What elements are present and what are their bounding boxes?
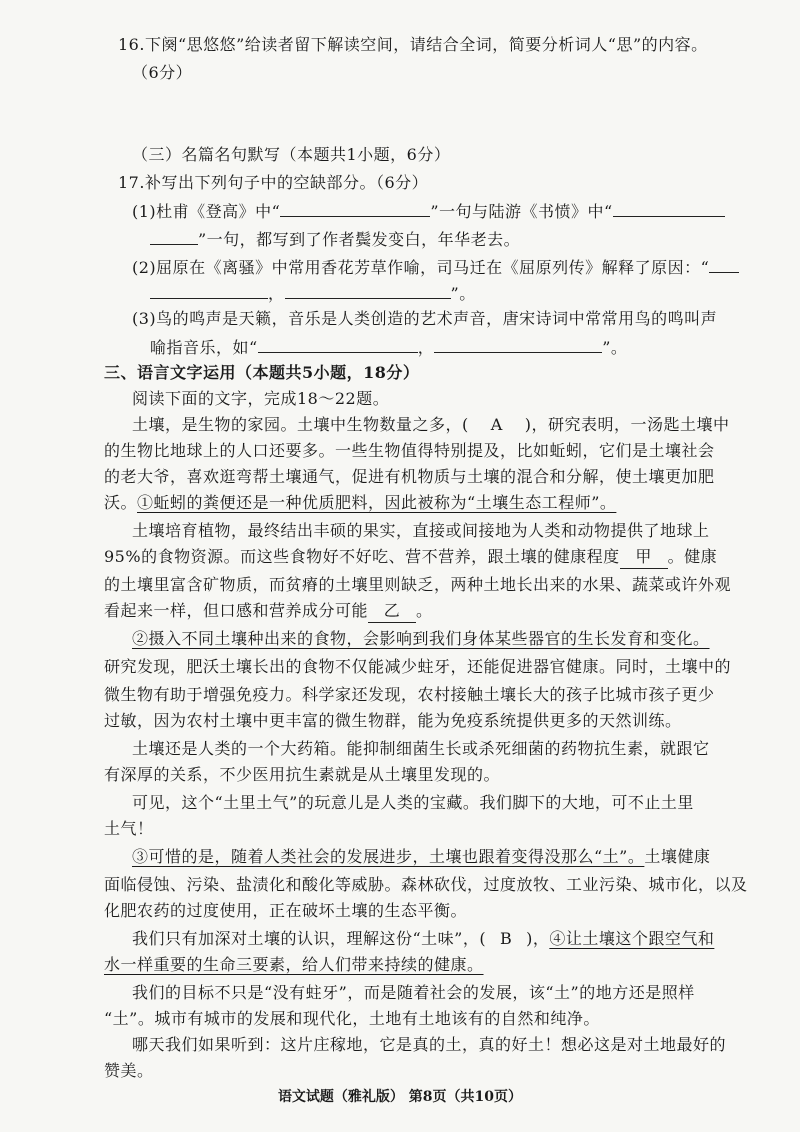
- q17-item1-line2: [150, 228, 520, 251]
- passage-p2-l2: [104, 546, 717, 569]
- passage-p5-l1: 可见，这个“土里土气”的玩意儿是人类的宝藏。我们脚下的大地，可不止土里: [132, 793, 694, 812]
- answer-blank-6[interactable]: [434, 336, 602, 353]
- q17-item1-text-c: ”一句，都写到了作者鬓发变白，年华老去。: [198, 230, 521, 249]
- passage-p6-l2: 面临侵蚀、污染、盐渍化和酸化等威胁。森林砍伐，过度放牧、工业污染、城市化，以及: [104, 875, 748, 894]
- passage-p2-l3: 的土壤里富含矿物质，而贫瘠的土壤里则缺乏，两种土地长出来的水果、蔬菜或许外观: [104, 575, 732, 594]
- q17-item2-line1: [132, 256, 739, 279]
- passage-p9-l1: 哪天我们如果听到：这片庄稼地，它是真的土，真的好土！想必这是对土地最好的: [132, 1035, 727, 1054]
- passage-p3-l2: 研究发现，肥沃土壤长出的食物不仅能减少蛀牙，还能促进器官健康。同时，土壤中的: [104, 657, 732, 676]
- passage-p8-l1: 我们的目标不只是“没有蛀牙”，而是随着社会的发展，该“土”的地方还是照样: [132, 983, 695, 1002]
- answer-blank-1[interactable]: [280, 200, 430, 217]
- underlined-sentence-4: ④让土壤这个跟空气和: [549, 929, 715, 948]
- passage-p8-l2: “土”。城市有城市的发展和现代化，土地有土地该有的自然和纯净。: [104, 1009, 600, 1028]
- q17-item3-line1: (3)鸟的鸣声是天籁，音乐是人类创造的艺术声音，唐宋诗词中常常用鸟的鸣叫声: [132, 309, 718, 328]
- q17-title: 17.补写出下列句子中的空缺部分。（6分）: [118, 173, 429, 192]
- passage-p1-l2: 的生物比地球上的人口还要多。一些生物值得特别提及，比如蚯蚓，它们是土壤社会: [104, 441, 715, 460]
- answer-blank-3[interactable]: [709, 256, 739, 273]
- section-language-heading: 三、语言文字运用（本题共5小题，18分）: [104, 363, 420, 382]
- answer-blank-4[interactable]: [285, 282, 451, 299]
- answer-blank-2[interactable]: [613, 200, 725, 217]
- q17-item2-text-b: ，: [268, 284, 285, 303]
- q16-text: 16.下阕“思悠悠”给读者留下解读空间，请结合全词，简要分析词人“思”的内容。: [118, 35, 708, 54]
- blank-jia[interactable]: 甲: [620, 546, 668, 569]
- q17-item3-line2: [150, 336, 627, 359]
- passage-text: 土壤，是生物的家园。土壤中生物数量之多，(: [132, 415, 469, 434]
- passage-p3-l3: 微生物有助于增强免疫力。科学家还发现，农村接触土壤长大的孩子比城市孩子更少: [104, 685, 715, 704]
- passage-p2-l1: 土壤培育植物，最终结出丰硕的果实，直接或间接地为人类和动物提供了地球上: [132, 521, 710, 540]
- q17-item3-text-d: ”。: [602, 338, 628, 357]
- q16-score: （6分）: [132, 63, 193, 82]
- q17-item2-text-a: (2)屈原在《离骚》中常用香花芳草作喻，司马迁在《屈原列传》解释了原因：“: [132, 258, 710, 277]
- q17-item3-text-b: 喻指音乐，如“: [150, 338, 258, 357]
- passage-p3-l4: 过敏，因为农村土壤中更丰富的微生物群，能为免疫系统提供更多的天然训练。: [104, 711, 682, 730]
- underlined-sentence-3: ③可惜的是，随着人类社会的发展进步，土壤也跟着变得没那么“土”。: [132, 847, 645, 866]
- passage-p5-l2: 土气！: [104, 819, 154, 838]
- blank-B[interactable]: B: [499, 929, 513, 948]
- answer-blank-5[interactable]: [258, 336, 418, 353]
- q17-item2-line2: [150, 282, 476, 305]
- passage-p6-l3: 化肥农药的过度使用，正在破坏土壤的生态平衡。: [104, 901, 468, 920]
- q17-item2-text-c: ”。: [450, 284, 476, 303]
- passage-p7-l1: [132, 928, 714, 950]
- passage-p6-l1: [132, 846, 710, 868]
- underlined-sentence-2: ②摄入不同土壤种出来的食物，会影响到我们身体某些器官的生长发育和变化。: [132, 629, 710, 648]
- passage-text: )，研究表明，一汤匙土壤中: [524, 415, 730, 434]
- passage-text: 土壤健康: [644, 847, 711, 866]
- passage-p2-l4: [104, 600, 433, 623]
- passage-p1-l1: [132, 414, 730, 436]
- page-footer: 语文试题（雅礼版） 第8页（共10页）: [277, 1089, 523, 1105]
- q17-item1-line1: [132, 200, 725, 223]
- reading-instruction: 阅读下面的文字，完成18～22题。: [132, 389, 390, 408]
- passage-text: 我们只有加深对土壤的认识，理解这份“土味”，(: [132, 929, 487, 948]
- passage-p1-l4: [104, 492, 616, 514]
- passage-p4-l1: 土壤还是人类的一个大药箱。能抑制细菌生长或杀死细菌的药物抗生素，就跟它: [132, 739, 710, 758]
- section3-heading: （三）名篇名句默写（本题共1小题，6分）: [132, 145, 451, 164]
- passage-text: 95%的食物资源。而这些食物好不好吃、营不营养，跟土壤的健康程度: [104, 547, 620, 566]
- passage-text: 。: [416, 601, 433, 620]
- passage-p9-l2: 赞美。: [104, 1061, 154, 1080]
- passage-text: 。健康: [667, 547, 718, 566]
- blank-A[interactable]: A: [490, 415, 503, 434]
- passage-text: )，: [526, 929, 550, 948]
- q17-item1-text-a: (1)杜甫《登高》中“: [132, 202, 281, 221]
- passage-p4-l2: 有深厚的关系，不少医用抗生素就是从土壤里发现的。: [104, 765, 501, 784]
- answer-blank-2-cont[interactable]: [150, 228, 198, 245]
- q17-item1-text-b: ”一句与陆游《书愤》中“: [430, 202, 613, 221]
- underlined-sentence-1: ①蚯蚓的粪便还是一种优质肥料，因此被称为“土壤生态工程师”。: [137, 493, 617, 512]
- underlined-sentence-4-cont: 水一样重要的生命三要素，给人们带来持续的健康。: [104, 955, 484, 974]
- passage-text: 沃。: [104, 493, 138, 512]
- answer-blank-3-cont[interactable]: [150, 282, 268, 299]
- passage-p1-l3: 的老大爷，喜欢逛弯帮土壤通气，促进有机物质与土壤的混合和分解，使土壤更加肥: [104, 467, 715, 486]
- blank-yi[interactable]: 乙: [368, 600, 416, 623]
- q17-item3-text-c: ，: [417, 338, 435, 357]
- passage-text: 看起来一样，但口感和营养成分可能: [104, 601, 369, 620]
